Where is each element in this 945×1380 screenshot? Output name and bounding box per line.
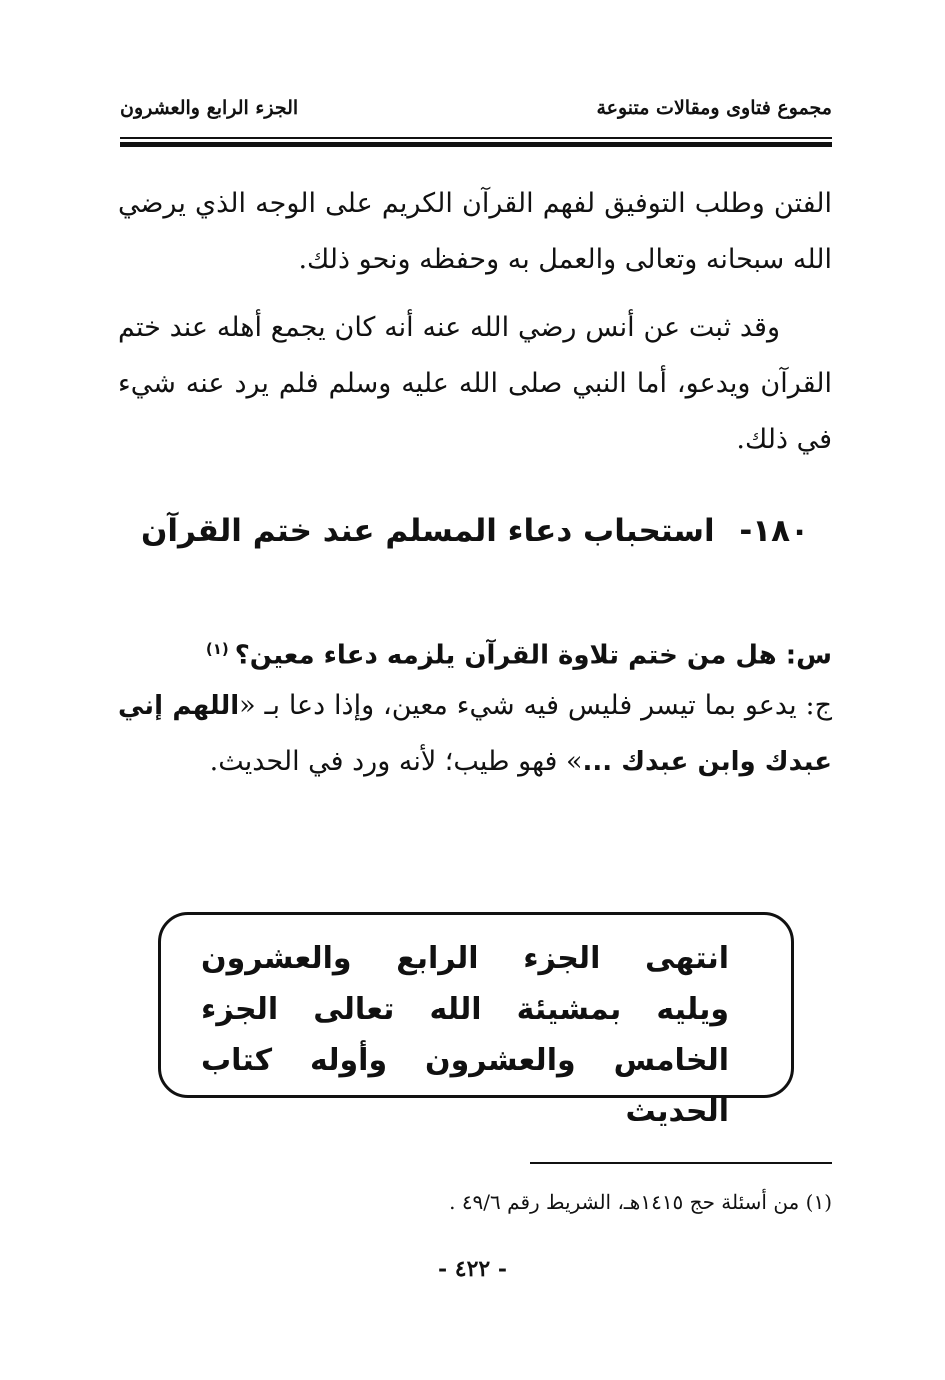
header-rule-thick — [120, 142, 832, 147]
question — [118, 626, 832, 679]
anas-paragraph: وقد ثبت عن أنس رضي الله عنه أنه كان يجمع أهله عند ختم القرآن ويدعو، أما النبي صلى الله عليه وسلم فلم يرد عنه شيء في ذلك. — [118, 312, 832, 455]
volume-end-line-1: انتهى الجزء الرابع والعشرون — [201, 941, 729, 976]
volume-end-box — [158, 912, 794, 1129]
volume-end-line-2: ويليه بمشيئة الله تعالى الجزء — [201, 992, 729, 1027]
running-header-book-title: مجموع فتاوى ومقالات متنوعة — [596, 97, 832, 119]
intro-paragraph: الفتن وطلب التوفيق لفهم القرآن الكريم على الوجه الذي يرضي الله سبحانه وتعالى والعمل به وحفظه ونحو ذلك. — [118, 188, 832, 275]
answer-paragraph — [118, 678, 832, 790]
section-number: ١٨٠- — [739, 513, 810, 549]
volume-end-line-3: الخامس والعشرون وأوله كتاب الحديث — [201, 1043, 729, 1129]
volume-end-text — [201, 933, 729, 1137]
footnote: (١) من أسئلة حج ١٤١٥هـ، الشريط رقم ٤٩/٦ . — [449, 1190, 832, 1214]
answer-text-end: » فهو طيب؛ لأنه ورد في الحديث. — [209, 746, 583, 777]
footnote-separator — [530, 1162, 832, 1164]
footnote-reference: (١) — [205, 640, 229, 658]
section-heading — [118, 508, 832, 554]
answer-quoted-dua: اللهم إني عبدك وابن عبدك ... — [118, 691, 832, 777]
header-rule-thin — [120, 137, 832, 139]
page-number: - ٤٢٢ - — [437, 1256, 508, 1282]
section-title: استحباب دعاء المسلم عند ختم القرآن — [140, 513, 715, 549]
question-text: س: هل من ختم تلاوة القرآن يلزمه دعاء معين؟ — [234, 640, 832, 671]
running-header-volume: الجزء الرابع والعشرون — [120, 97, 299, 119]
answer-text-start: ج: يدعو بما تيسر فليس فيه شيء معين، وإذا دعا بـ « — [239, 690, 832, 721]
